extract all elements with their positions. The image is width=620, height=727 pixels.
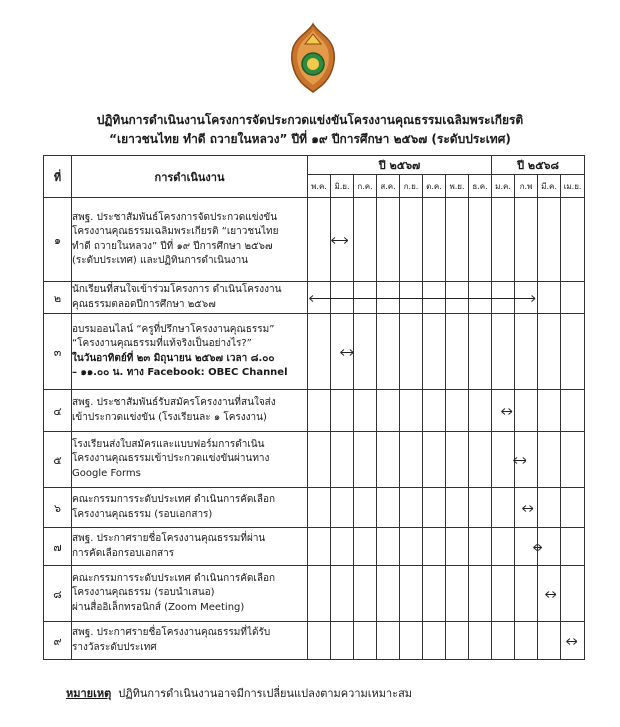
month-cell	[538, 282, 561, 314]
month-cell	[400, 390, 423, 432]
month-cell	[423, 432, 446, 488]
month-cell	[354, 282, 377, 314]
month-cell	[561, 622, 585, 660]
month-cell	[538, 314, 561, 390]
activity-line: คณะกรรมการระดับประเทศ ดำเนินการคัดเลือก	[72, 572, 276, 584]
month-header: ก.พ	[515, 175, 538, 198]
month-cell	[515, 282, 538, 314]
table-row	[44, 314, 585, 390]
month-cell	[354, 488, 377, 528]
month-cell	[308, 390, 331, 432]
activity-line: การคัดเลือกรอบเอกสาร	[72, 547, 175, 559]
obec-logo	[287, 22, 339, 94]
month-cell	[400, 566, 423, 622]
month-cell	[377, 198, 400, 282]
month-cell	[561, 432, 585, 488]
row-number: ๔	[44, 390, 72, 432]
month-cell	[515, 528, 538, 566]
month-cell	[331, 566, 354, 622]
month-cell	[492, 314, 515, 390]
header-year-2568: ปี ๒๕๖๘	[492, 156, 585, 175]
month-cell	[446, 622, 469, 660]
month-cell	[400, 528, 423, 566]
activity-cell	[72, 566, 308, 622]
table-row	[44, 198, 585, 282]
activity-line: (ระดับประเทศ) และปฏิทินการดำเนินงาน	[72, 255, 249, 266]
row-number: ๓	[44, 314, 72, 390]
activity-line: โครงงานคุณธรรมเฉลิมพระเกียรติ “เยาวชนไทย	[72, 226, 279, 237]
month-cell	[538, 432, 561, 488]
month-cell	[308, 282, 331, 314]
month-cell	[469, 314, 492, 390]
month-cell	[446, 390, 469, 432]
month-cell	[492, 528, 515, 566]
activity-line: นักเรียนที่สนใจเข้าร่วมโครงการ ดำเนินโครงงาน	[72, 284, 282, 295]
month-cell	[469, 566, 492, 622]
month-cell	[354, 622, 377, 660]
note-label: หมายเหตุ	[66, 687, 112, 700]
activity-line: ในวันอาทิตย์ที่ ๒๓ มิถุนายน ๒๕๖๗ เวลา ๘.๐๐	[72, 352, 275, 364]
month-cell	[331, 432, 354, 488]
table-row	[44, 622, 585, 660]
month-header: ต.ค.	[423, 175, 446, 198]
month-cell	[400, 198, 423, 282]
month-cell	[538, 488, 561, 528]
month-cell	[515, 488, 538, 528]
activity-cell	[72, 282, 308, 314]
month-cell	[308, 314, 331, 390]
month-cell	[561, 314, 585, 390]
row-number: ๙	[44, 622, 72, 660]
month-cell	[377, 488, 400, 528]
row-number: ๕	[44, 432, 72, 488]
activity-line: สพฐ. ประชาสัมพันธ์รับสมัครโครงงานที่สนใจส่ง	[72, 397, 276, 408]
month-cell	[308, 528, 331, 566]
activity-line: ผ่านสื่ออิเล็กทรอนิกส์ (Zoom Meeting)	[72, 601, 245, 613]
activity-line: เข้าประกวดแข่งขัน (โรงเรียนละ ๑ โครงงาน)	[72, 411, 267, 423]
month-cell	[331, 314, 354, 390]
table-row	[44, 528, 585, 566]
header-activity: การดำเนินงาน	[72, 156, 308, 198]
month-cell	[377, 622, 400, 660]
month-cell	[308, 488, 331, 528]
table-row	[44, 566, 585, 622]
activity-cell	[72, 622, 308, 660]
footnote	[66, 684, 412, 702]
activity-line: โครงงานคุณธรรมเข้าประกวดแข่งขันผ่านทาง	[72, 453, 270, 465]
title-line-2: “เยาวชนไทย ทำดี ถวายในหลวง” ปีที่ ๑๙ ปีการศึกษา ๒๕๖๗ (ระดับประเทศ)	[109, 132, 511, 146]
month-cell	[492, 432, 515, 488]
month-cell	[538, 528, 561, 566]
month-cell	[469, 488, 492, 528]
month-cell	[446, 528, 469, 566]
month-cell	[561, 198, 585, 282]
activity-cell	[72, 314, 308, 390]
row-number: ๗	[44, 528, 72, 566]
month-cell	[423, 528, 446, 566]
note-text: ปฏิทินการดำเนินงานอาจมีการเปลี่ยนแปลงตามความเหมาะสม	[118, 687, 413, 700]
month-header: ธ.ค.	[469, 175, 492, 198]
activity-cell	[72, 488, 308, 528]
month-cell	[400, 488, 423, 528]
month-cell	[492, 282, 515, 314]
month-cell	[331, 622, 354, 660]
table-row	[44, 488, 585, 528]
month-cell	[515, 390, 538, 432]
activity-line: อบรมออนไลน์ “ครูที่ปรึกษาโครงงานคุณธรรม”	[72, 323, 275, 335]
activity-line: – ๑๑.๐๐ น. ทาง Facebook: OBEC Channel	[72, 367, 288, 378]
activity-line: Google Forms	[72, 467, 141, 479]
month-cell	[446, 432, 469, 488]
month-cell	[469, 198, 492, 282]
month-cell	[423, 314, 446, 390]
month-cell	[331, 528, 354, 566]
month-cell	[377, 528, 400, 566]
month-cell	[446, 314, 469, 390]
month-header: ม.ค.	[492, 175, 515, 198]
month-cell	[469, 282, 492, 314]
month-cell	[331, 390, 354, 432]
month-cell	[423, 282, 446, 314]
row-number: ๘	[44, 566, 72, 622]
month-cell	[492, 566, 515, 622]
month-cell	[423, 390, 446, 432]
month-cell	[561, 566, 585, 622]
month-cell	[561, 528, 585, 566]
month-cell	[354, 566, 377, 622]
month-cell	[469, 432, 492, 488]
activity-line: คุณธรรมตลอดปีการศึกษา ๒๕๖๗	[72, 298, 216, 310]
month-cell	[469, 390, 492, 432]
month-cell	[308, 622, 331, 660]
month-cell	[331, 282, 354, 314]
month-header: เม.ย.	[561, 175, 585, 198]
month-cell	[377, 432, 400, 488]
header-no: ที่	[44, 156, 72, 198]
month-cell	[331, 198, 354, 282]
activity-line: ทำดี ถวายในหลวง” ปีที่ ๑๙ ปีการศึกษา ๒๕๖๗	[72, 240, 273, 252]
month-cell	[492, 390, 515, 432]
month-cell	[469, 528, 492, 566]
month-cell	[400, 314, 423, 390]
activity-line: สพฐ. ประชาสัมพันธ์โครงการจัดประกวดแข่งขัน	[72, 211, 278, 223]
activity-cell	[72, 432, 308, 488]
month-cell	[492, 622, 515, 660]
month-cell	[377, 566, 400, 622]
table-row	[44, 432, 585, 488]
activity-cell	[72, 528, 308, 566]
activity-line: สพฐ. ประกาศรายชื่อโครงงานคุณธรรมที่ผ่าน	[72, 533, 266, 544]
activity-cell	[72, 390, 308, 432]
month-cell	[423, 488, 446, 528]
activity-line: โครงงานคุณธรรม (รอบนำเสนอ)	[72, 587, 215, 599]
row-number: ๒	[44, 282, 72, 314]
activity-line: คณะกรรมการระดับประเทศ ดำเนินการคัดเลือก	[72, 494, 276, 505]
month-cell	[400, 622, 423, 660]
title-line-1: ปฏิทินการดำเนินงานโครงการจัดประกวดแข่งขันโครงงานคุณธรรมเฉลิมพระเกียรติ	[96, 113, 524, 127]
month-cell	[423, 198, 446, 282]
table-row	[44, 282, 585, 314]
month-cell	[354, 390, 377, 432]
month-cell	[308, 432, 331, 488]
activity-line: รางวัลระดับประเทศ	[72, 641, 157, 653]
month-header: มี.ค.	[538, 175, 561, 198]
month-cell	[423, 622, 446, 660]
month-cell	[446, 198, 469, 282]
month-header: ก.ค.	[354, 175, 377, 198]
month-cell	[492, 198, 515, 282]
month-cell	[561, 282, 585, 314]
month-cell	[515, 566, 538, 622]
month-cell	[308, 566, 331, 622]
month-cell	[331, 488, 354, 528]
month-cell	[354, 314, 377, 390]
header-year-2567: ปี ๒๕๖๗	[308, 156, 492, 175]
row-number: ๑	[44, 198, 72, 282]
month-header: ส.ค.	[377, 175, 400, 198]
month-header: พ.ค.	[308, 175, 331, 198]
month-cell	[469, 622, 492, 660]
month-header: มิ.ย.	[331, 175, 354, 198]
month-cell	[400, 282, 423, 314]
month-cell	[538, 566, 561, 622]
row-number: ๖	[44, 488, 72, 528]
activity-line: “โครงงานคุณธรรมที่แท้จริงเป็นอย่างไร?”	[72, 338, 252, 349]
month-cell	[515, 432, 538, 488]
table-row	[44, 390, 585, 432]
activity-line: สพฐ. ประกาศรายชื่อโครงงานคุณธรรมที่ได้รับ	[72, 627, 271, 638]
month-cell	[377, 390, 400, 432]
month-cell	[561, 390, 585, 432]
month-cell	[446, 566, 469, 622]
month-cell	[400, 432, 423, 488]
month-cell	[423, 566, 446, 622]
schedule-table	[43, 155, 585, 660]
month-cell	[515, 198, 538, 282]
month-header: ก.ย.	[400, 175, 423, 198]
activity-line: โรงเรียนส่งใบสมัครและแบบฟอร์มการดำเนิน	[72, 438, 265, 450]
month-cell	[492, 488, 515, 528]
month-cell	[538, 390, 561, 432]
month-cell	[446, 488, 469, 528]
month-cell	[377, 314, 400, 390]
month-cell	[538, 198, 561, 282]
activity-line: โครงงานคุณธรรม (รอบเอกสาร)	[72, 508, 213, 520]
month-cell	[538, 622, 561, 660]
month-cell	[515, 622, 538, 660]
month-cell	[354, 528, 377, 566]
month-header: พ.ย.	[446, 175, 469, 198]
month-cell	[446, 282, 469, 314]
month-cell	[561, 488, 585, 528]
month-cell	[354, 198, 377, 282]
month-cell	[308, 198, 331, 282]
month-cell	[377, 282, 400, 314]
activity-cell	[72, 198, 308, 282]
month-cell	[515, 314, 538, 390]
month-cell	[354, 432, 377, 488]
